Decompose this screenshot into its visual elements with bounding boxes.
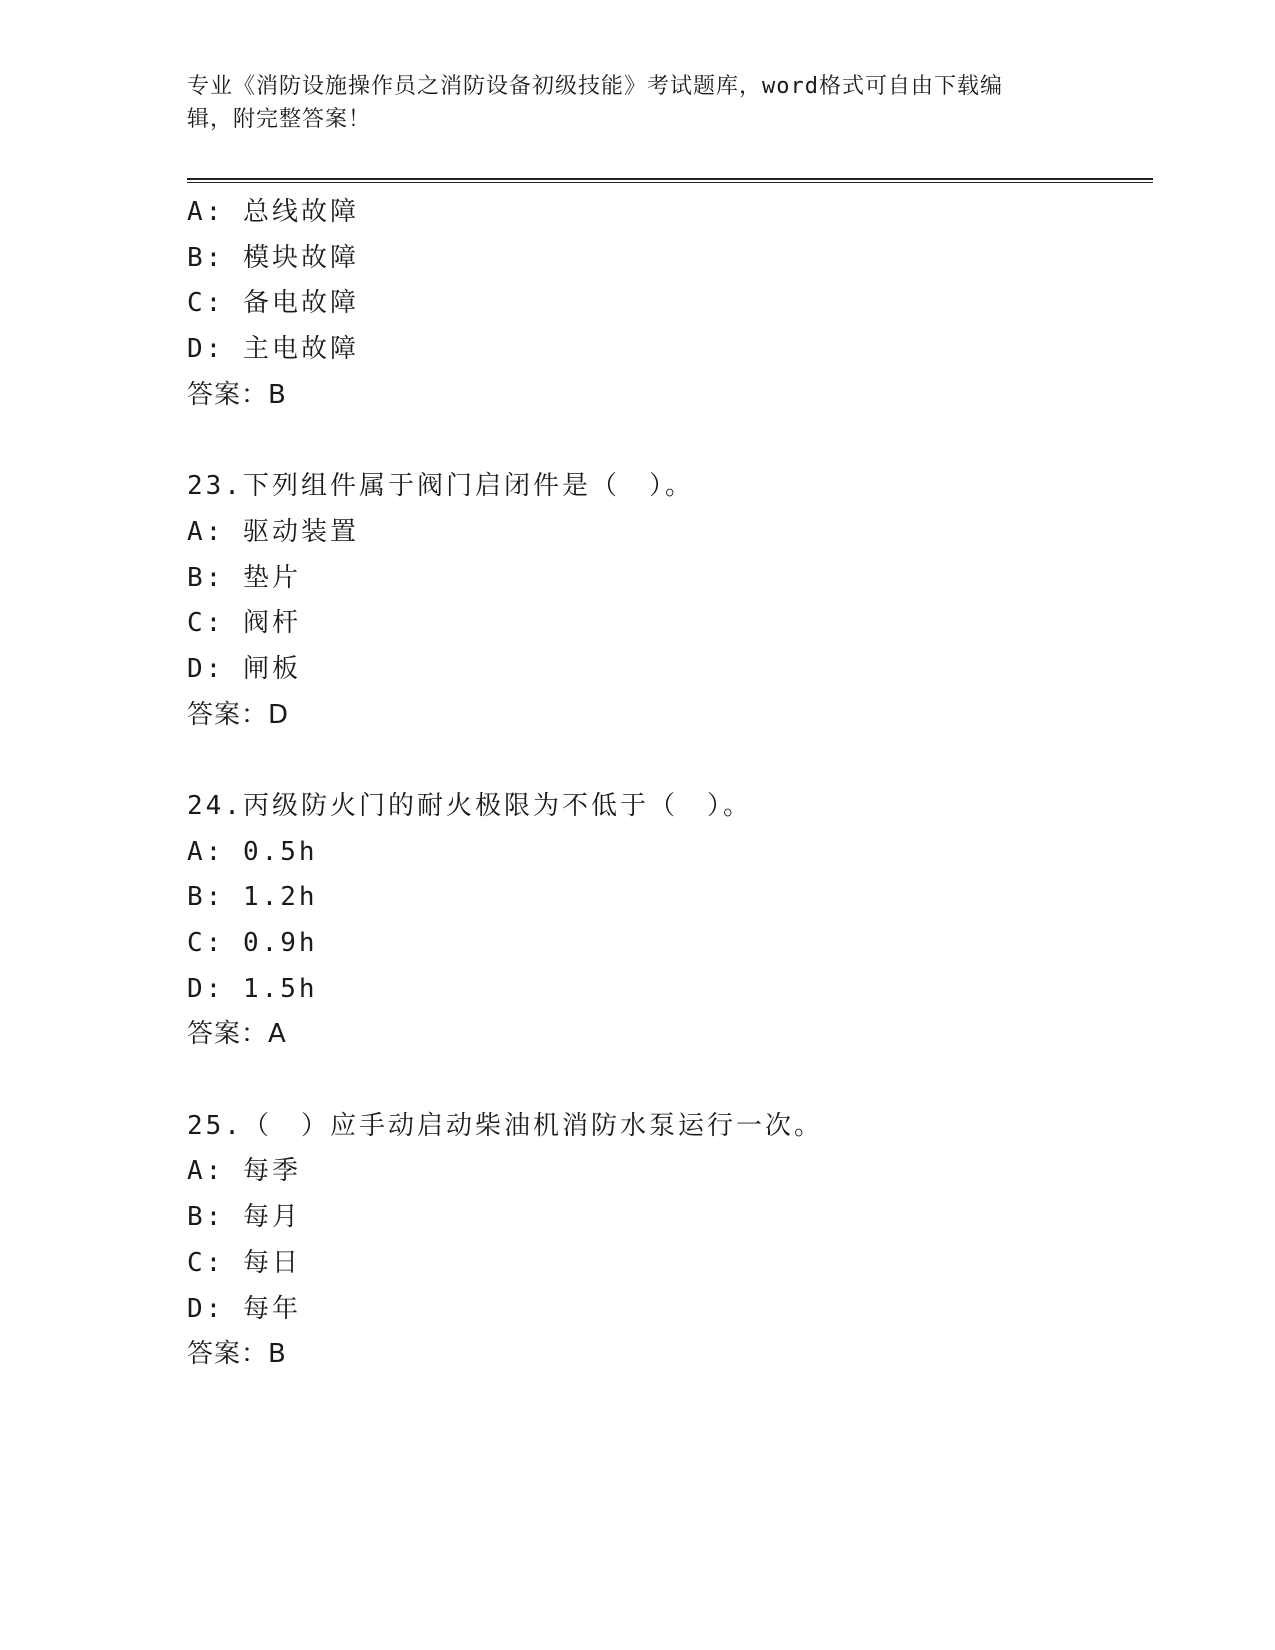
option-d: D: 1.5h (187, 973, 318, 1004)
question-23 (187, 464, 1153, 738)
option-c: C: 每日 (187, 1247, 301, 1278)
option-d: D: 主电故障 (187, 334, 359, 365)
option-b: B: 每月 (187, 1202, 301, 1233)
header-divider-thick (187, 178, 1153, 180)
answer: 答案：B (187, 379, 287, 410)
option-a: A: 总线故障 (187, 197, 359, 227)
option-d: D: 每年 (187, 1293, 301, 1324)
option-a: A: 0.5h (187, 836, 318, 867)
question-list (187, 190, 1153, 1378)
option-b: B: 模块故障 (187, 242, 359, 273)
option-c: C: 阀杆 (187, 608, 301, 639)
header-line-2: 辑，附完整答案！ (187, 107, 372, 132)
answer: 答案：A (187, 1019, 287, 1050)
answer: 答案：D (187, 699, 290, 730)
answer: 答案：B (187, 1339, 287, 1370)
question-text: 25.（ ）应手动启动柴油机消防水泵运行一次。 (187, 1110, 823, 1141)
option-b: B: 1.2h (187, 882, 318, 913)
question-24 (187, 784, 1153, 1058)
option-a: A: 驱动装置 (187, 516, 359, 547)
question-text: 24.丙级防火门的耐火极限为不低于（ ）。 (187, 790, 752, 821)
question-text: 23.下列组件属于阀门启闭件是（ ）。 (187, 471, 694, 502)
option-c: C: 0.9h (187, 928, 318, 958)
header-line-1: 专业《消防设施操作员之消防设备初级技能》考试题库，word格式可自由下载编 (187, 74, 1003, 99)
question-22 (187, 190, 1153, 418)
option-d: D: 闸板 (187, 653, 301, 684)
header-divider-thin (187, 182, 1153, 183)
option-a: A: 每季 (187, 1156, 301, 1187)
option-c: C: 备电故障 (187, 288, 359, 319)
question-25 (187, 1104, 1153, 1378)
document-header (187, 70, 1067, 136)
option-b: B: 垫片 (187, 562, 301, 593)
